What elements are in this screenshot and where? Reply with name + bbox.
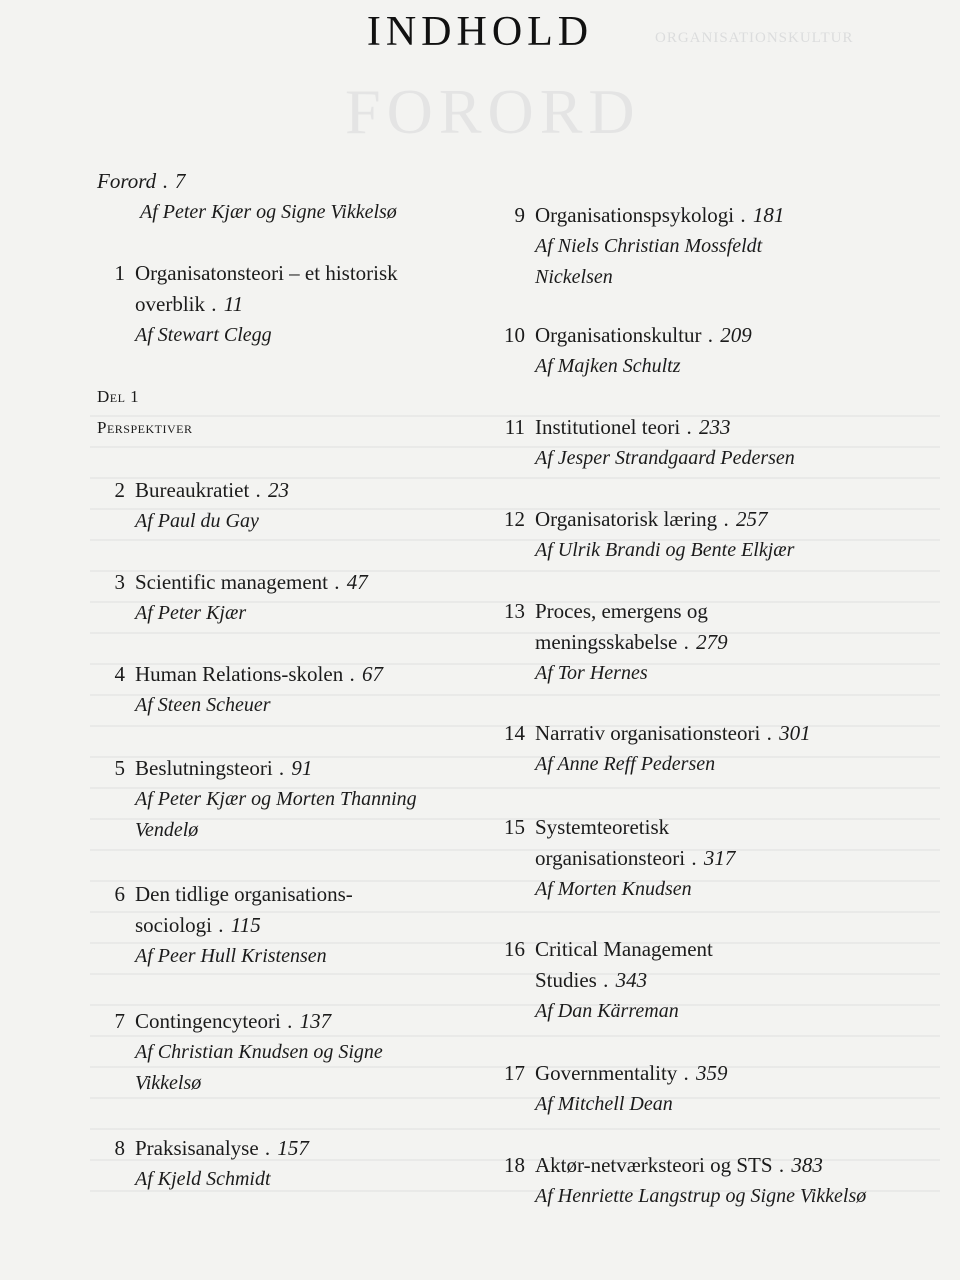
chapter-title: Scientific management xyxy=(135,570,329,594)
chapter-author: Af Kjeld Schmidt xyxy=(135,1168,271,1190)
chapter-number: 17 xyxy=(504,1061,525,1085)
chapter-title: Narrativ organisationsteori xyxy=(535,721,761,745)
chapter-number: 13 xyxy=(504,599,525,623)
foreword-page: 7 xyxy=(174,169,186,193)
chapter-page: 359 xyxy=(696,1061,728,1085)
chapter-page: 301 xyxy=(779,721,811,745)
chapter-page: 47 xyxy=(346,570,368,594)
chapter-author: Af Peer Hull Kristensen xyxy=(135,945,327,967)
chapter-author: Af Christian Knudsen og Signe Vikkelsø xyxy=(135,1041,383,1094)
chapter-title: Systemteoretisk organisationsteori xyxy=(535,815,686,870)
chapter-page: 137 xyxy=(299,1009,332,1033)
chapter-title: Critical Management Studies xyxy=(535,937,713,992)
chapter-number: 9 xyxy=(514,203,525,227)
foreword-title: Forord xyxy=(97,169,157,193)
foreword-author: Af Peter Kjær og Signe Vikkelsø xyxy=(140,201,397,223)
chapter-page: 383 xyxy=(791,1153,823,1177)
bleed-through-heading: FORORD xyxy=(345,76,641,147)
chapter-title: Proces, emergens og meningsskabelse xyxy=(535,599,708,654)
chapter-page: 67 xyxy=(361,662,383,686)
chapter-title: Aktør-netværksteori og STS xyxy=(535,1153,773,1177)
chapter-title: Institutionel teori xyxy=(535,415,681,439)
chapter-page: 11 xyxy=(223,292,244,316)
part-label: Del 1 xyxy=(97,387,140,406)
chapter-number: 18 xyxy=(504,1153,525,1177)
part-title: Perspektiver xyxy=(97,418,193,437)
chapter-title: Human Relations-skolen xyxy=(135,662,344,686)
chapter-author: Af Ulrik Brandi og Bente Elkjær xyxy=(535,539,795,561)
chapter-author: Af Stewart Clegg xyxy=(135,324,272,346)
chapter-title: Governmentality xyxy=(535,1061,678,1085)
chapter-author: Af Tor Hernes xyxy=(535,662,648,684)
bleed-through-text: ORGANISATIONSKULTUR xyxy=(655,30,854,46)
chapter-number: 8 xyxy=(114,1136,125,1160)
chapter-number: 5 xyxy=(114,756,125,780)
chapter-title: Den tidlige organisations-sociologi xyxy=(135,882,353,937)
chapter-number: 4 xyxy=(114,662,125,686)
chapter-number: 3 xyxy=(114,570,125,594)
chapter-page: 91 xyxy=(291,756,313,780)
chapter-page: 181 xyxy=(752,203,785,227)
chapter-author: Af Henriette Langstrup og Signe Vikkelsø xyxy=(535,1185,867,1207)
page-title: INDHOLD xyxy=(366,9,594,55)
chapter-title: Organisationskultur xyxy=(535,323,702,347)
chapter-author: Af Morten Knudsen xyxy=(535,878,692,900)
chapter-page: 157 xyxy=(277,1136,309,1160)
chapter-title: Organisationspsykologi xyxy=(535,203,735,227)
chapter-author: Af Peter Kjær xyxy=(135,602,247,624)
chapter-number: 15 xyxy=(504,815,525,839)
chapter-number: 12 xyxy=(504,507,525,531)
chapter-title: Organisatonsteori – et historisk overblik xyxy=(135,261,398,316)
chapter-page: 115 xyxy=(230,913,261,937)
chapter-number: 1 xyxy=(114,261,125,285)
chapter-title: Praksisanalyse xyxy=(135,1136,259,1160)
chapter-title: Bureaukratiet xyxy=(135,478,250,502)
chapter-author: Af Peter Kjær og Morten Thanning Vendelø xyxy=(135,788,417,841)
chapter-number: 14 xyxy=(504,721,525,745)
chapter-author: Af Anne Reff Pedersen xyxy=(535,753,716,775)
chapter-title: Organisatorisk læring xyxy=(535,507,718,531)
chapter-title: Beslutningsteori xyxy=(135,756,273,780)
chapter-author: Af Mitchell Dean xyxy=(535,1093,673,1115)
chapter-number: 10 xyxy=(504,323,525,347)
chapter-page: 23 xyxy=(268,478,290,502)
chapter-page: 257 xyxy=(735,507,768,531)
chapter-author: Af Jesper Strandgaard Pedersen xyxy=(535,447,795,469)
chapter-number: 11 xyxy=(504,415,525,439)
chapter-author: Af Dan Kärreman xyxy=(535,1000,679,1022)
chapter-number: 6 xyxy=(114,882,125,906)
chapter-page: 279 xyxy=(696,630,728,654)
chapter-title: Contingencyteori xyxy=(135,1009,281,1033)
chapter-number: 16 xyxy=(504,937,525,961)
chapter-author: Af Niels Christian Mossfeldt Nickelsen xyxy=(535,235,763,288)
chapter-author: Af Majken Schultz xyxy=(535,355,681,377)
chapter-page: 317 xyxy=(703,846,736,870)
chapter-author: Af Steen Scheuer xyxy=(135,694,271,716)
chapter-author: Af Paul du Gay xyxy=(135,510,259,532)
chapter-page: 209 xyxy=(720,323,752,347)
chapter-page: 343 xyxy=(615,968,648,992)
chapter-number: 2 xyxy=(114,478,125,502)
foreword-entry: Forord . 7 Af Peter Kjær og Signe Vikkelsø xyxy=(97,166,397,228)
chapter-number: 7 xyxy=(114,1009,125,1033)
chapter-page: 233 xyxy=(698,415,731,439)
